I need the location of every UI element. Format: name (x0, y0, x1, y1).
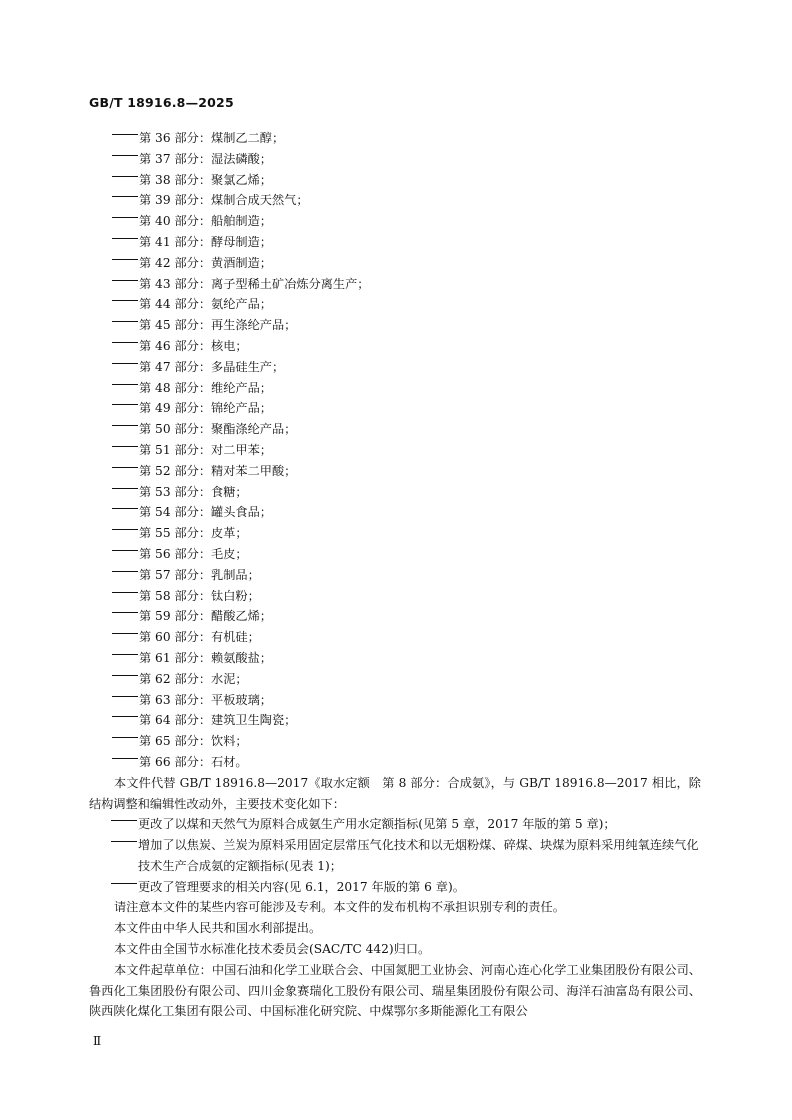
dash-mark (112, 300, 138, 301)
dash-mark (112, 488, 138, 489)
list-item: 第 66 部分：石材。 (89, 752, 701, 773)
dash-mark (112, 592, 138, 593)
dash-mark (112, 716, 138, 717)
list-item: 第 37 部分：湿法磷酸； (89, 149, 701, 170)
list-item: 第 61 部分：赖氨酸盐； (89, 648, 701, 669)
page-number: Ⅱ (93, 1034, 102, 1048)
dash-mark (111, 841, 137, 842)
dash-mark (112, 321, 138, 322)
list-item: 第 46 部分：核电； (89, 336, 701, 357)
list-item: 第 58 部分：钛白粉； (89, 586, 701, 607)
list-item: 第 62 部分：水泥； (89, 669, 701, 690)
list-item: 第 59 部分：醋酸乙烯； (89, 606, 701, 627)
list-item: 第 38 部分：聚氯乙烯； (89, 170, 701, 191)
dash-mark (112, 737, 138, 738)
list-item: 第 42 部分：黄酒制造； (89, 253, 701, 274)
dash-mark (112, 259, 138, 260)
list-item: 第 52 部分：精对苯二甲酸； (89, 461, 701, 482)
dash-mark (112, 176, 138, 177)
list-item: 增加了以焦炭、兰炭为原料采用固定层常压气化技术和以无烟粉煤、碎煤、块煤为原料采用纯氧连续气化技术生产合成氨的定额指标(见表 1)； (89, 835, 701, 877)
dash-mark (112, 280, 138, 281)
dash-mark (112, 446, 138, 447)
list-item: 第 44 部分：氨纶产品； (89, 294, 701, 315)
committee-paragraph: 本文件由全国节水标准化技术委员会(SAC/TC 442)归口。 (114, 942, 431, 957)
dash-mark (112, 196, 138, 197)
list-item: 第 64 部分：建筑卫生陶瓷； (89, 710, 701, 731)
standard-number-header: GB/T 18916.8—2025 (89, 95, 234, 110)
list-item: 第 49 部分：锦纶产品； (89, 398, 701, 419)
dash-mark (112, 134, 138, 135)
dash-mark (112, 612, 138, 613)
dash-mark (112, 508, 138, 509)
dash-mark (111, 820, 137, 821)
list-item: 第 63 部分：平板玻璃； (89, 690, 701, 711)
list-item: 第 40 部分：船舶制造； (89, 211, 701, 232)
dash-mark (112, 238, 138, 239)
dash-mark (112, 758, 138, 759)
dash-mark (112, 217, 138, 218)
list-item: 第 60 部分：有机硅； (89, 627, 701, 648)
list-item: 第 54 部分：罐头食品； (89, 502, 701, 523)
dash-mark (112, 633, 138, 634)
drafters-paragraph: 本文件起草单位：中国石油和化学工业联合会、中国氮肥工业协会、河南心连心化学工业集团股份有限公司、鲁西化工集团股份有限公司、四川金象赛瑞化工股份有限公司、瑞星集团股份有限公司、海洋石油富岛有限公司、陕西陕化煤化工集团有限公司、中国标准化研究院、中煤鄂尔多斯能源化工有限公 (89, 962, 701, 1019)
parts-list (89, 128, 701, 773)
dash-mark (112, 363, 138, 364)
list-item: 第 36 部分：煤制乙二醇； (89, 128, 701, 149)
dash-mark (112, 384, 138, 385)
dash-mark (112, 155, 138, 156)
list-item: 第 48 部分：维纶产品； (89, 378, 701, 399)
dash-mark (112, 550, 138, 551)
list-item: 更改了以煤和天然气为原料合成氨生产用水定额指标(见第 5 章，2017 年版的第 5 章)； (89, 814, 701, 835)
list-item: 第 50 部分：聚酯涤纶产品； (89, 419, 701, 440)
dash-mark (112, 675, 138, 676)
dash-mark (112, 696, 138, 697)
list-item: 第 47 部分：多晶硅生产； (89, 357, 701, 378)
list-item: 第 41 部分：酵母制造； (89, 232, 701, 253)
patent-notice-paragraph: 请注意本文件的某些内容可能涉及专利。本文件的发布机构不承担识别专利的责任。 (114, 900, 565, 915)
list-item: 第 53 部分：食糖； (89, 482, 701, 503)
changes-list (89, 814, 701, 897)
proposer-paragraph: 本文件由中华人民共和国水利部提出。 (114, 921, 322, 936)
dash-mark (112, 654, 138, 655)
list-item: 第 57 部分：乳制品； (89, 565, 701, 586)
dash-mark (112, 529, 138, 530)
list-item: 更改了管理要求的相关内容(见 6.1，2017 年版的第 6 章)。 (89, 877, 701, 898)
list-item: 第 39 部分：煤制合成天然气； (89, 190, 701, 211)
dash-mark (112, 425, 138, 426)
list-item: 第 45 部分：再生涤纶产品； (89, 315, 701, 336)
dash-mark (112, 342, 138, 343)
dash-mark (111, 883, 137, 884)
dash-mark (112, 404, 138, 405)
dash-mark (112, 571, 138, 572)
list-item: 第 56 部分：毛皮； (89, 544, 701, 565)
replacement-paragraph: 本文件代替 GB/T 18916.8—2017《取水定额 第 8 部分：合成氨》，与 GB/T 18916.8—2017 相比，除结构调整和编辑性改动外，主要技术变化如下： (89, 775, 701, 811)
document-body (89, 128, 701, 1022)
list-item: 第 55 部分：皮革； (89, 523, 701, 544)
dash-mark (112, 467, 138, 468)
list-item: 第 43 部分：离子型稀土矿冶炼分离生产； (89, 274, 701, 295)
list-item: 第 51 部分：对二甲苯； (89, 440, 701, 461)
list-item: 第 65 部分：饮料； (89, 731, 701, 752)
